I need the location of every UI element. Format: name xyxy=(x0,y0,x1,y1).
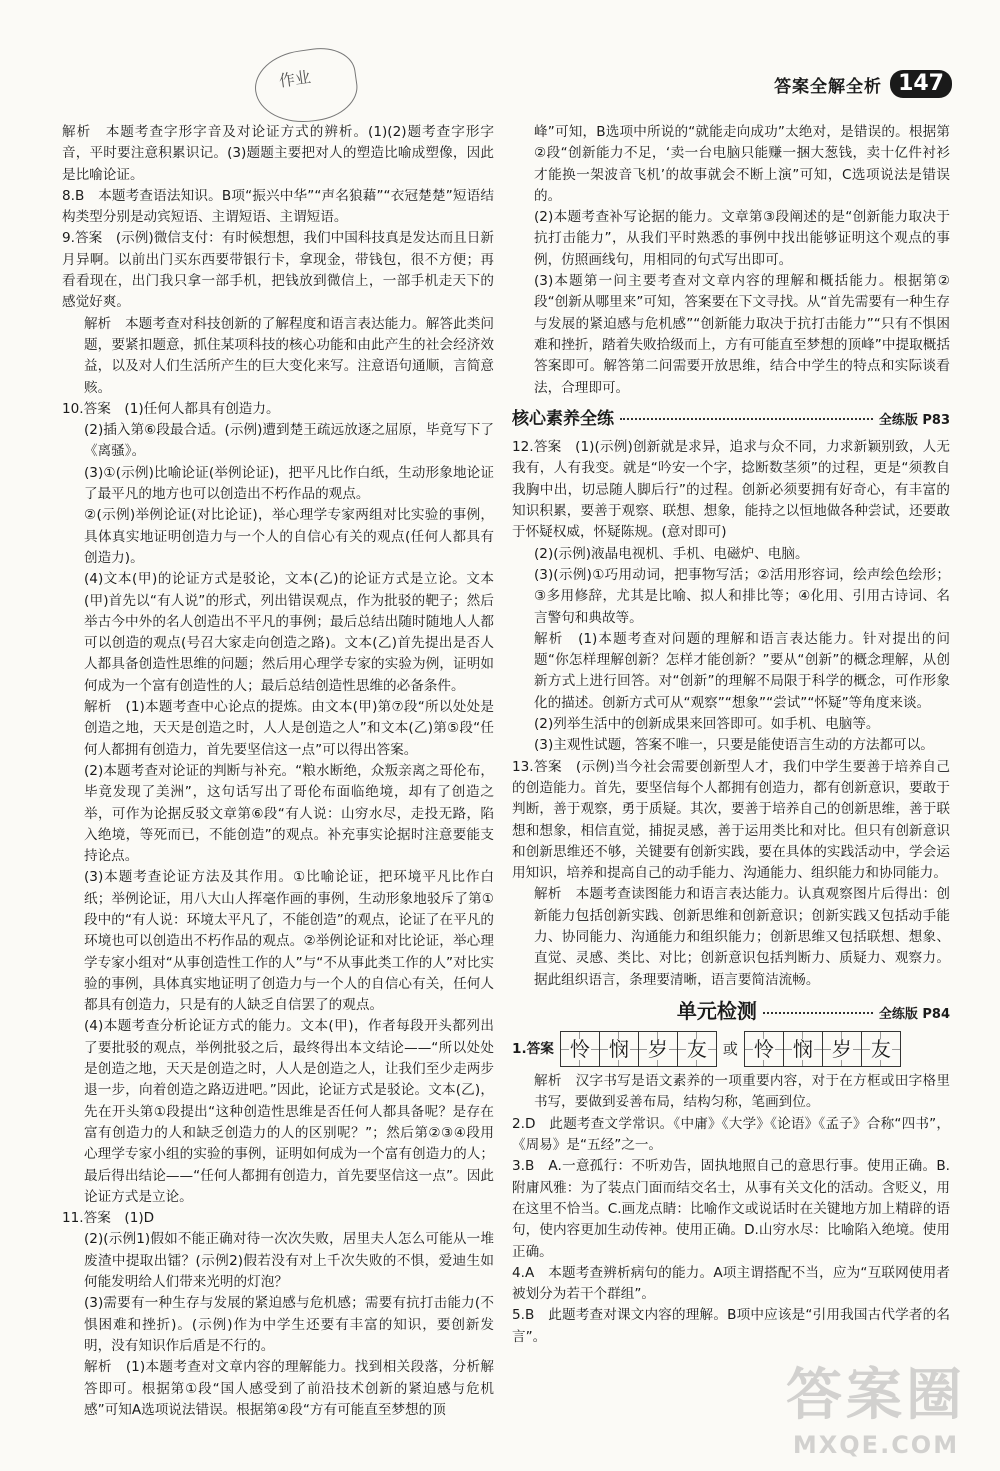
answer-paragraph: (2)(示例)液晶电视机、手机、电磁炉、电脑。 xyxy=(534,545,809,562)
tianzige-cell xyxy=(639,1032,678,1066)
answer-paragraph: 3.B A.一意孤行：不听劝告，固执地照自己的意思行事。使用正确。B.附庸风雅：为了装点门面而结交名士，从事有关文化的活动。含贬义，用在这里不恰当。C.画龙点睛：比喻作文或说话时在关键地方加上精辟的语句，使内容更加生动传神。使用正确。D.山穷水尽：比喻陷入绝境。使用正确。 xyxy=(512,1158,950,1260)
answer-paragraph: 解析 本题考查字形字音及对论证方式的辨析。(1)(2)题考查字形字音，平时要注意积累识记。(3)题题主要把对人的塑造比喻成塑像，因此是比喻论证。 xyxy=(62,124,494,183)
answer-paragraph: ②(示例)举例论证(对比论证)，举心理学专家两组对比实验的事例，具体真实地证明创造力与一个人的自信心有关的观点(任何人都具有创造力)。 xyxy=(84,507,494,566)
section-heading xyxy=(512,409,950,431)
section-title: 单元检测 xyxy=(676,998,757,1023)
homework-stamp xyxy=(250,43,361,128)
grid-character: 怜 xyxy=(753,1036,774,1061)
answer-paragraph: (2)插入第⑥段最合适。(示例)遭到楚王疏远放逐之屈原，毕竟写下了《离骚》。 xyxy=(84,422,494,460)
right-column xyxy=(512,122,950,1348)
tianzige-grid xyxy=(744,1031,901,1067)
answer-paragraph: 9.答案 (示例)微信支付：有时候想想，我们中国科技真是发达而且日新月异啊。以前出门买东西要带银行卡，拿现金，带钱包，很不方便；再看看现在，出门我只拿一部手机，把钱放到微信上，一部手机走天下的感觉好爽。 xyxy=(62,230,494,311)
tianzige-cell xyxy=(600,1032,639,1066)
tianzige-cell xyxy=(678,1032,716,1066)
page-header xyxy=(774,70,952,98)
left-column xyxy=(62,122,494,1421)
answer-paragraph: (2)本题考查补写论据的能力。文章第③段阐述的是“创新能力取决于抗打击能力”，从我们平时熟悉的事例中找出能够证明这个观点的事例，仿照画线句，用相同的句式写出即可。 xyxy=(534,209,950,268)
header-title: 答案全解全析 xyxy=(774,76,883,97)
answer-paragraph: 峰”可知，B选项中所说的“就能走向成功”太绝对，是错误的。根据第②段“创新能力不足，‘卖一台电脑只能赚一捆大葱钱，卖十亿件衬衫才能换一架波音飞机’的故事就会不断上演”可知，C选项说法是错误的。 xyxy=(534,124,950,204)
answer-paragraph: 8.B 本题考查语法知识。B项“振兴中华”“声名狼藉”“衣冠楚楚”短语结构类型分别是动宾短语、主谓短语、主谓短语。 xyxy=(62,187,494,226)
tianzige-cell xyxy=(745,1032,784,1066)
answer-paragraph: 13.答案 (示例)当今社会需要创新型人才，我们中学生要善于培养自己的创造能力。首先，要坚信每个人都拥有创造力，都有创新意识，要敢于判断，善于观察，勇于质疑。其次，要善于培养自己的创新思维，善于联想和想象，相信直觉，捕捉灵感，善于运用类比和对比。但只有创新意识和创新思维还不够，关键要有创新实践，要在具体的实践活动中，学会运用知识，培养和提高自己的动手能力、沟通能力、组织能力和协同能力。 xyxy=(512,758,950,882)
answer-paragraph: 10.答案 (1)任何人都具有创造力。 xyxy=(62,400,280,417)
section-leader-dots xyxy=(763,1012,873,1014)
answer-paragraph: (2)列举生活中的创新成果来回答即可。如手机、电脑等。 xyxy=(534,716,880,733)
section-page-ref: 全练版 P83 xyxy=(878,412,950,428)
tianzige-grid xyxy=(560,1031,717,1067)
grid-or-text: 或 xyxy=(722,1039,738,1058)
grid-character: 岁 xyxy=(647,1036,668,1061)
answer-paragraph: (4)文本(甲)的论证方式是驳论，文本(乙)的论证方式是立论。文本(甲)首先以“有人说”的形式，列出错误观点，作为批驳的靶子；然后举古今中外的名人创造出不平凡的事例；最后总结出随时随地人人都可以创造的观点(号召大家走向创造之路)。文本(乙)首先提出是否人人都具备创造性思维的问题；然后用心理学专家的实验为例，证明如何成为一个富有创造性的人；最后总结创造性思维的必备条件。 xyxy=(84,571,494,694)
answer-paragraph: (3)本题考查论证方法及其作用。①比喻论证，把环境平凡比作白纸；举例论证，用八大山人挥毫作画的事例，生动形象地驳斥了第①段中的“有人说：环境太平凡了，不能创造”的观点，论证了在平凡的环境也可以创造出不朽作品的观点。②举例论证和对比论证，举心理学专家小组对“从事创造性工作的人”与“不从事此类工作的人”对比实验的事例，具体真实地证明了创造力与一个人的自信心有关，任何人都具有创造力，只是有的人缺乏自信罢了的观点。 xyxy=(84,869,494,1014)
answer-paragraph: (4)本题考查分析论证方式的能力。文本(甲)，作者每段开头都列出了要批驳的观点，举例批驳之后，最终得出本文结论——“所以处处是创造之地，天天是创造之时，人人是创造之人，让我们至少走两步退一步，向着创造之路迈进吧。”因此，论证方式是驳论。文本(乙)，先在开头第①段提出“这种创造性思维是否任何人都具备呢？是存在富有创造力的人和缺乏创造力的人的区别呢？”；然后第②③④段用心理学专家小组的实验的事例，证明如何成为一个富有创造力的人；最后得出结论——“任何人都拥有创造力，首先要坚信这一点”。因此论证方式是立论。 xyxy=(84,1018,494,1205)
watermark-url: MXQE.COM xyxy=(792,1431,960,1459)
tianzige-cell xyxy=(784,1032,823,1066)
grid-character: 友 xyxy=(870,1036,891,1061)
section-page-ref: 全练版 P84 xyxy=(878,1006,950,1022)
section-leader-dots xyxy=(620,418,873,420)
watermark-logo: 答案圈 xyxy=(786,1363,966,1428)
page-number: 147 xyxy=(890,70,952,98)
answer-paragraph: (2)本题考查对论证的判断与补充。“粮水断绝，众叛亲离之哥伦布，毕竟发现了美洲”，这句话写出了哥伦布面临绝境，却有了创造之举，可作为论据反驳文章第⑥段“有人说：山穷水尽，走投无路，陷入绝境，等死而已，不能创造”的观点。补充事实论据时注意要能支持论点。 xyxy=(84,762,494,865)
grid-character: 悯 xyxy=(792,1036,813,1061)
stamp-text: 作业 xyxy=(277,67,313,91)
grid-character: 友 xyxy=(686,1036,707,1061)
tianzige-cell xyxy=(862,1032,900,1066)
section-title: 核心素养全练 xyxy=(512,408,614,429)
tianzige-cell xyxy=(823,1032,862,1066)
answer-paragraph: 解析 (1)本题考查中心论点的提炼。由文本(甲)第⑦段“所以处处是创造之地，天天是创造之时，人人是创造之人”和文本(乙)第⑤段“任何人都拥有创造力，首先要坚信这一点”可以得出答案。 xyxy=(84,699,494,758)
answer-paragraph: 解析 本题考查对科技创新的了解程度和语言表达能力。解答此类问题，要紧扣题意，抓住某项科技的核心功能和由此产生的社会经济效益，以及对人们生活所产生的巨大变化来写。注意语句通顺，言简意赅。 xyxy=(84,315,494,396)
grid-character: 岁 xyxy=(831,1036,852,1061)
answer-label: 1.答案 xyxy=(512,1040,554,1057)
answer-paragraph: (3)(示例)①巧用动词，把事物写活；②活用形容词，绘声绘色绘形；③多用修辞，尤其是比喻、拟人和排比等；④化用、引用古诗词、名言警句和典故等。 xyxy=(534,566,950,626)
answer-paragraph: 解析 汉字书写是语文素养的一项重要内容，对于在方框或田字格里书写，要做到妥善布局，结构匀称，笔画到位。 xyxy=(534,1073,950,1111)
answer-paragraph: (3)主观性试题，答案不唯一，只要是能使语言生动的方法都可以。 xyxy=(534,737,934,754)
answer-paragraph: 5.B 此题考查对课文内容的理解。B项中应该是“引用我国古代学者的名言”。 xyxy=(512,1307,950,1345)
answer-paragraph: (2)(示例1)假如不能正确对待一次次失败，居里夫人怎么可能从一堆废渣中提取出镭？(示例2)假若没有对上千次失败的不惧，爱迪生如何能发明给人们带来光明的灯泡？ xyxy=(84,1231,494,1291)
grid-character: 悯 xyxy=(608,1036,629,1061)
answer-paragraph: 11.答案 (1)D xyxy=(62,1210,155,1227)
answer-paragraph: 解析 (1)本题考查对问题的理解和语言表达能力。针对提出的问题“你怎样理解创新？怎样才能创新？”要从“创新”的概念理解，从创新方式上进行回答。对“创新”的理解不局限于科学的概念，可作形象化的描述。创新方式可从“观察”“想象”“尝试”“怀疑”等角度来谈。 xyxy=(534,630,950,711)
answer-paragraph: 解析 本题考查读图能力和语言表达能力。认真观察图片后得出：创新能力包括创新实践、创新思维和创新意识；创新实践又包括动手能力、协同能力、沟通能力和组织能力；创新思维又包括联想、想象、直觉、灵感、类比、对比；创新意识包括判断力、质疑力、观察力。据此组织语言，条理要清晰，语言要简洁流畅。 xyxy=(534,886,950,988)
grid-character: 怜 xyxy=(569,1036,590,1061)
answer-paragraph: 12.答案 (1)(示例)创新就是求异，追求与众不同，力求新颖别致，人无我有，人有我变。就是“吟安一个字，捻断数茎须”的过程，更是“须教自我胸中出，切忌随人脚后行”的过程。创新必须要拥有好奇心，有丰富的知识积累，要善于观察、联想、想象，能持之以恒地做各种尝试，还要敢于怀疑权威，怀疑陈规。(意对即可) xyxy=(512,439,950,541)
answer-paragraph: (3)需要有一种生存与发展的紧迫感与危机感；需要有抗打击能力(不惧困难和挫折)。(示例)作为中学生还要有丰富的知识，要创新发明，没有知识作后盾是不行的。 xyxy=(84,1295,494,1354)
answer-paragraph: (3)本题第一问主要考查对文章内容的理解和概括能力。根据第②段“创新从哪里来”可知，答案要在下文寻找。从“首先需要有一种生存与发展的紧迫感与危机感”“创新能力取决于抗打击能力”“只有不惧困难和挫折，踏着失败拾级而上，方有可能直至梦想的顶峰”中提取概括答案即可。解答第二问需要开放思维，结合中学生的特点和实际谈看法，合理即可。 xyxy=(534,273,950,396)
answer-paragraph: 4.A 本题考查辨析病句的能力。A项主谓搭配不当，应为“互联网使用者被划分为若干个群组”。 xyxy=(512,1264,950,1303)
watermark xyxy=(786,1351,966,1459)
answer-paragraph: 解析 (1)本题考查对文章内容的理解能力。找到相关段落，分析解答即可。根据第①段“国人感受到了前沿技术创新的紧迫感与危机感”可知A选项说法错误。根据第④段“方有可能直至梦想的顶 xyxy=(84,1359,494,1418)
section-heading xyxy=(512,998,950,1025)
answer-paragraph: 2.D 此题考查文学常识。《中庸》《大学》《论语》《孟子》合称“四书”，《周易》是“五经”之一。 xyxy=(512,1115,950,1154)
tianzige-cell xyxy=(561,1032,600,1066)
answer-paragraph: (3)①(示例)比喻论证(举例论证)，把平凡比作白纸，生动形象地论证了最平凡的地方也可以创造出不朽作品的观点。 xyxy=(84,464,494,503)
writing-grid-row xyxy=(512,1031,950,1067)
